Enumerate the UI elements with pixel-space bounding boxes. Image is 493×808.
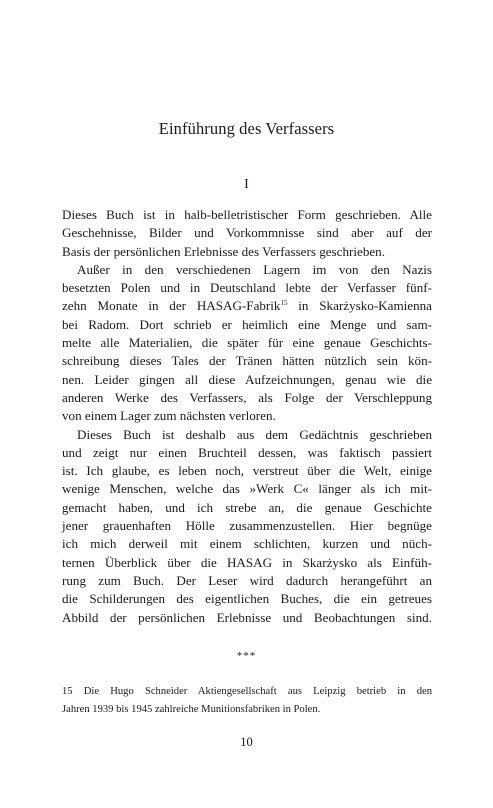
body-line xyxy=(62,554,432,572)
body-line-text: ist. Ich glaube, es leben noch, verstreut über die Welt, einige xyxy=(62,463,432,479)
body-line-text: ich mich derweil mit einem schlichten, kurzen und nüch- xyxy=(62,536,432,552)
footnote xyxy=(62,685,432,722)
body-line-text: besetzten Polen und in Deutschland lebte der Verfasser fünf- xyxy=(62,280,432,296)
body-line-text: anderen Werke des Verfassers, als Folge der Verschleppung xyxy=(62,389,432,405)
body-line xyxy=(62,426,432,444)
footnote-line: Jahren 1939 bis 1945 zahlreiche Munitionsfabriken in Polen. xyxy=(62,704,321,716)
body-line-text: nen. Leider gingen all diese Aufzeichnungen, genau wie die xyxy=(62,371,432,387)
body-line xyxy=(62,499,432,517)
body-line xyxy=(62,297,432,315)
body-line-text: von einem Lager zum nächsten verloren. xyxy=(62,408,276,424)
footnote-line: 15 Die Hugo Schneider Aktiengesellschaft aus Leipzig betrieb in den xyxy=(62,686,432,697)
body-line-text: Außer in den verschiedenen Lagern im von den Nazis xyxy=(77,261,432,277)
page-number: 10 xyxy=(240,735,253,749)
body-line xyxy=(62,261,432,279)
body-line xyxy=(62,609,432,627)
body-line xyxy=(62,243,432,261)
body-line xyxy=(62,206,432,224)
body-line-text: rung zum Buch. Der Leser wird dadurch herangeführt an xyxy=(62,572,432,588)
body-line xyxy=(62,407,432,425)
body-line-text: wenige Menschen, welche das »Werk C« länger als ich mit- xyxy=(62,481,432,497)
body-line xyxy=(62,334,432,352)
body-line xyxy=(62,572,432,590)
body-line-text: melte alle Materialien, die später für eine genaue Geschichts- xyxy=(62,335,432,351)
body-line xyxy=(62,462,432,480)
body-line-text: bei Radom. Dort schrieb er heimlich eine Menge und sam- xyxy=(62,316,432,332)
body-line xyxy=(62,224,432,242)
body-line-text: schreibung dieses Tales der Tränen hätten nützlich sein kön- xyxy=(62,353,432,369)
body-line-text: Dieses Buch ist deshalb aus dem Gedächtnis geschrieben xyxy=(77,426,432,442)
body-line-text: gemacht haben, und ich strebe an, die genaue Geschichte xyxy=(62,499,432,515)
body-line-text: Dieses Buch ist in halb-belletristischer Form geschrieben. Alle xyxy=(62,207,432,222)
body-line-text: Geschehnisse, Bilder und Vorkommnisse sind aber auf der xyxy=(62,225,432,241)
footnote-reference: 15 xyxy=(280,299,288,308)
body-line xyxy=(62,316,432,334)
body-line xyxy=(62,389,432,407)
body-line xyxy=(62,590,432,608)
section-separator: *** xyxy=(236,650,257,662)
body-line xyxy=(62,279,432,297)
body-line xyxy=(62,352,432,370)
body-line xyxy=(62,444,432,462)
chapter-title: Einführung des Verfassers xyxy=(158,119,335,138)
body-line-text: Abbild der persönlichen Erlebnisse und Beobachtungen sind. xyxy=(62,609,432,625)
body-line-text: zehn Monate in der HASAG-Fabrik xyxy=(62,298,281,314)
body-line-text-continued: in Skarżysko-Kamienna xyxy=(287,298,432,314)
body-line-text: die Schilderungen des eigentlichen Buches, die ein getreues xyxy=(62,591,432,607)
body-line xyxy=(62,480,432,498)
body-text xyxy=(62,206,432,627)
body-line xyxy=(62,535,432,553)
body-line xyxy=(62,517,432,535)
body-line-text: und zeigt nur einen Bruchteil dessen, was faktisch passiert xyxy=(62,444,432,460)
body-line xyxy=(62,371,432,389)
section-numeral: I xyxy=(244,177,249,192)
body-line-text: ternen Überblick über die HASAG in Skarżysko als Einfüh- xyxy=(62,554,432,570)
body-line-text: jener grauenhaften Hölle zusammenzustellen. Hier begnüge xyxy=(62,518,432,534)
body-line-text: Basis der persönlichen Erlebnisse des Verfassers geschrieben. xyxy=(62,243,386,259)
